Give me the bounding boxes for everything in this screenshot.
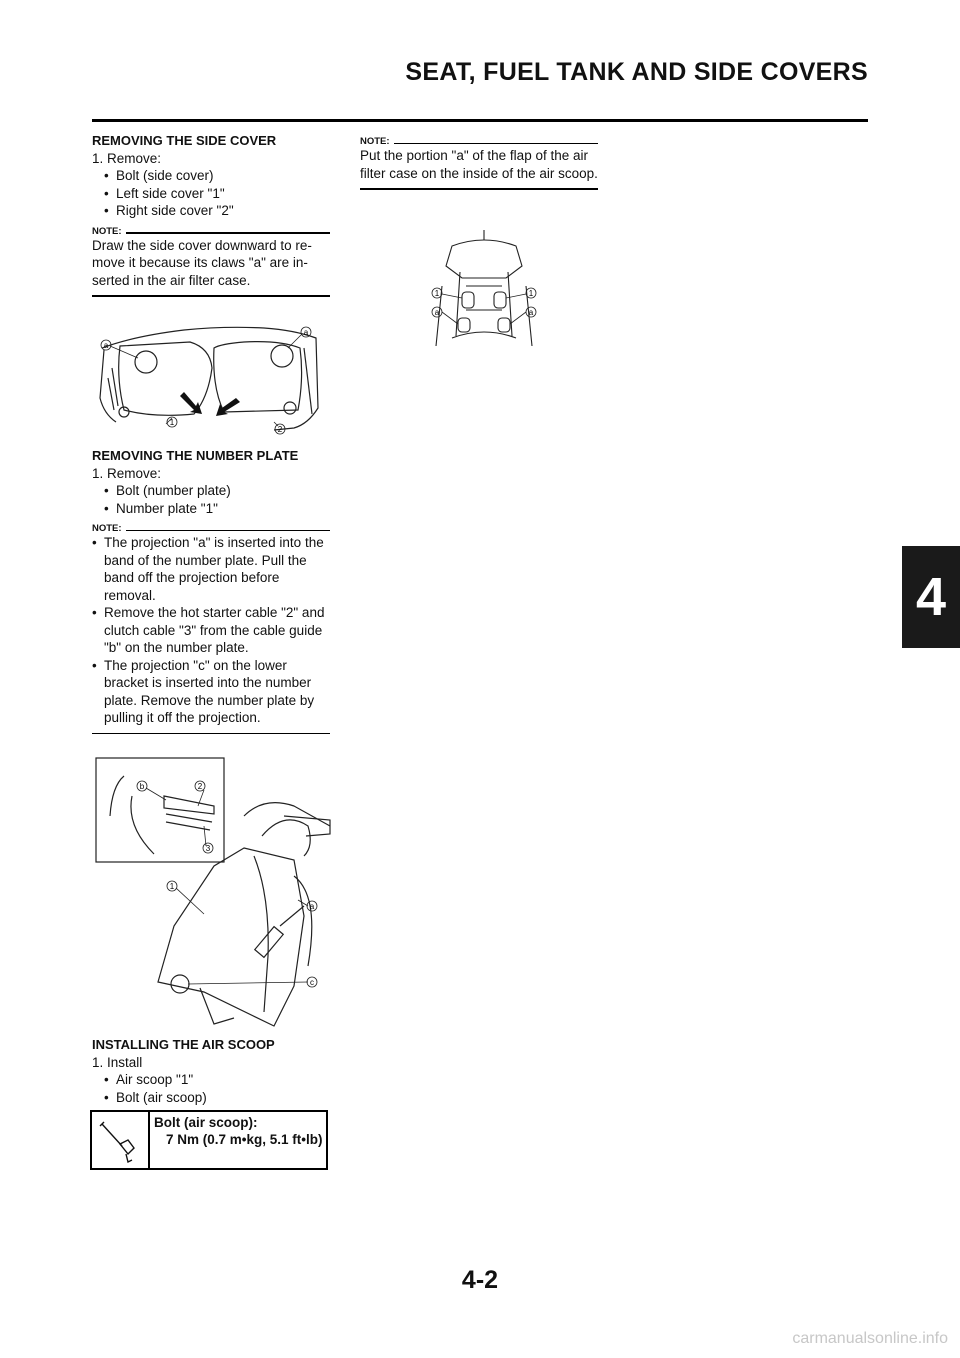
torque-wrench-icon [92, 1112, 150, 1168]
note-label: NOTE: [92, 225, 122, 237]
callout-label: a [434, 308, 440, 317]
note-header [360, 136, 598, 147]
callout-label: 3 [205, 844, 211, 853]
side-cover-figure [94, 318, 324, 442]
side-cover-section [92, 132, 330, 297]
callout-label: 1 [434, 289, 440, 298]
side-cover-note: Draw the side cover downward to re-move it because its claws "a" are in-serted in the air filter case. [92, 237, 312, 288]
watermark: carmanualsonline.info [792, 1330, 948, 1347]
note-end-rule [92, 295, 330, 297]
torque-spec-box [90, 1110, 328, 1170]
number-plate-item: • Bolt (number plate) [92, 482, 330, 500]
number-plate-item: • Number plate "1" [92, 500, 330, 518]
number-plate-note: • The projection "c" on the lower bracket is inserted into the number plate. Remove the number plate by pulling it off the projection. [92, 657, 330, 727]
note-header [92, 226, 330, 237]
note-rule [126, 232, 330, 234]
side-cover-step: 1. Remove: [92, 150, 162, 166]
torque-spec-value: 7 Nm (0.7 m•kg, 5.1 ft•lb) [166, 1132, 323, 1147]
air-scoop-figure [422, 226, 546, 352]
note-rule [126, 530, 330, 532]
callout-label: b [139, 782, 145, 791]
torque-spec-text [154, 1114, 323, 1148]
number-plate-note: • The projection "a" is inserted into the band of the number plate. Pull the band off the projection before removal. [92, 534, 330, 604]
chapter-tab [902, 546, 960, 648]
air-scoop-section [92, 1036, 330, 1106]
chapter-number: 4 [915, 567, 947, 627]
callout-label: 1 [528, 289, 534, 298]
note-end-rule [92, 733, 330, 735]
callout-label: a [103, 341, 109, 350]
air-scoop-note-section [360, 136, 598, 190]
callout-label: 1 [169, 882, 175, 891]
number-plate-section [92, 447, 330, 734]
callout-label: a [303, 328, 309, 337]
callout-label: 2 [277, 425, 283, 434]
side-cover-item: • Right side cover "2" [92, 202, 330, 220]
note-header [92, 523, 330, 534]
number-plate-note: • Remove the hot starter cable "2" and clutch cable "3" from the cable guide "b" on the number plate. [92, 604, 330, 657]
note-label: NOTE: [92, 523, 122, 534]
air-scoop-note: Put the portion "a" of the flap of the air filter case on the inside of the air scoop. [360, 148, 598, 181]
callout-label: 2 [197, 782, 203, 791]
number-plate-figure [94, 756, 338, 1030]
note-label: NOTE: [360, 136, 390, 147]
air-scoop-item: • Air scoop "1" [92, 1071, 330, 1089]
air-scoop-item: • Bolt (air scoop) [92, 1089, 330, 1107]
callout-label: a [528, 308, 534, 317]
callout-label: 1 [169, 418, 175, 427]
side-cover-item: • Bolt (side cover) [92, 167, 330, 185]
torque-spec-label: Bolt (air scoop): [154, 1115, 258, 1130]
callout-label: a [309, 902, 315, 911]
note-end-rule [360, 188, 598, 190]
page-number: 4-2 [461, 1266, 499, 1294]
page-title: SEAT, FUEL TANK AND SIDE COVERS [405, 58, 868, 86]
header-rule [92, 119, 868, 122]
number-plate-step: 1. Remove: [92, 465, 162, 481]
air-scoop-step: 1. Install [92, 1054, 143, 1070]
callout-label: c [310, 978, 314, 987]
side-cover-item: • Left side cover "1" [92, 185, 330, 203]
number-plate-heading: REMOVING THE NUMBER PLATE [92, 448, 299, 463]
air-scoop-heading: INSTALLING THE AIR SCOOP [92, 1037, 275, 1052]
side-cover-heading: REMOVING THE SIDE COVER [92, 133, 277, 148]
note-rule [394, 143, 598, 145]
